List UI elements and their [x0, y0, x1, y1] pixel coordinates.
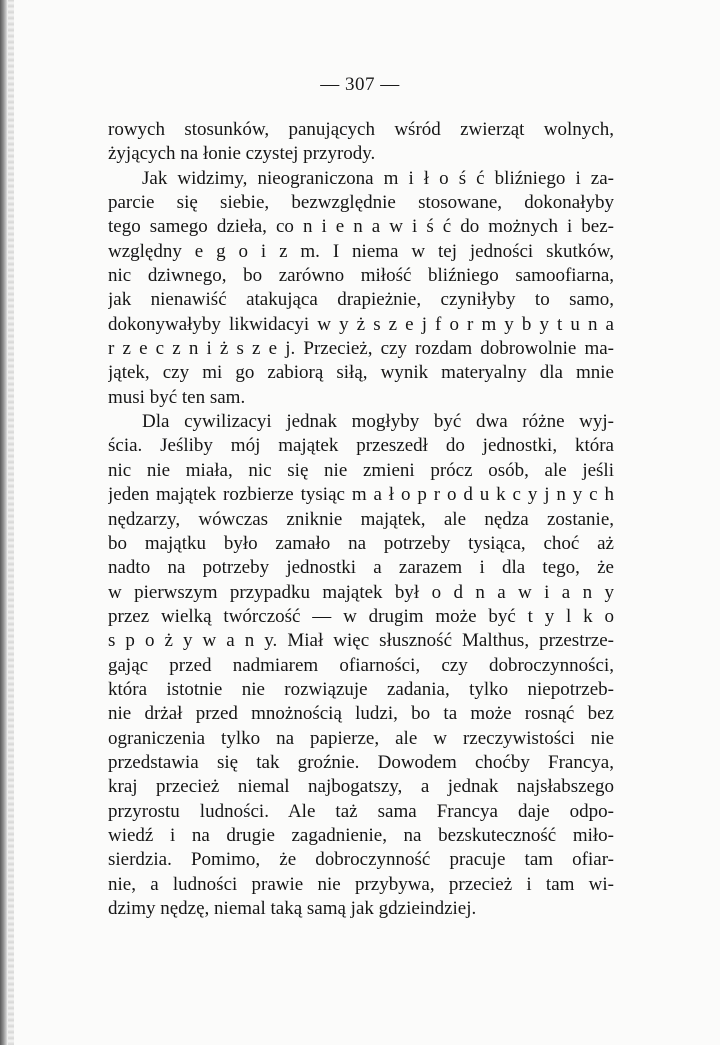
text-line: nic dziwnego, bo zarówno miłość bliźniego samoofiarna, — [108, 265, 614, 287]
text-line: ścia. Jeśliby mój majątek przeszedł do jednostki, która — [108, 435, 614, 457]
text-line: jak nienawiść atakująca drapieżnie, czyniłyby to samo, — [108, 289, 614, 311]
text-line: jeden majątek rozbierze tysiąc m a ł o p r o d u k c y j n y c h — [108, 484, 614, 506]
text-line: nie, a ludności prawie nie przybywa, przecież i tam wi- — [108, 873, 614, 895]
text-line: dzimy nędzę, niemal taką samą jak gdzieindziej. — [108, 898, 477, 919]
text-line: względny e g o i z m. I niema w tej jedności skutków, — [108, 240, 614, 262]
text-line: nadto na potrzeby jednostki a zarazem i dla tego, że — [108, 557, 614, 579]
text-line: s p o ż y w a n y. Miał więc słuszność Malthus, przestrze- — [108, 630, 614, 652]
text-line: wiedź i na drugie zagadnienie, na bezskuteczność miło- — [108, 824, 614, 846]
text-line: nie drżał przed mnożnością ludzi, bo ta może rosnąć bez — [108, 703, 614, 725]
text-line: przez wielką twórczość — w drugim może być t y l k o — [108, 605, 614, 627]
text-line: rowych stosunków, panujących wśród zwierząt wolnych, — [108, 119, 614, 140]
text-line: przyrostu ludności. Ale taż sama Francya daje odpo- — [108, 800, 614, 822]
text-line: kraj przecież niemal najbogatszy, a jednak najsłabszego — [108, 776, 614, 798]
text-line: Dla cywilizacyi jednak mogłyby być dwa różne wyj- — [142, 411, 614, 433]
text-line: dokonywałyby likwidacyi w y ż s z e j f o r m y b y t u n a — [108, 313, 614, 335]
text-line: musi być ten sam. — [108, 386, 246, 408]
page-number: — 307 — — [320, 74, 400, 95]
text-line: która istotnie nie rozwiązuje zadania, tylko niepotrzeb- — [108, 678, 614, 700]
text-line: gając przed nadmiarem ofiarności, czy dobroczynności, — [108, 654, 614, 676]
body-text — [108, 118, 614, 921]
text-line: sierdzia. Pomimo, że dobroczynność pracuje tam ofiar- — [108, 849, 614, 871]
text-line: r z e c z n i ż s z e j. Przecież, czy rozdam dobrowolnie ma- — [108, 338, 614, 360]
binding-texture — [8, 0, 14, 1045]
text-line: bo majątku było zamało na potrzeby tysiąca, choć aż — [108, 532, 614, 554]
text-line: żyjących na łonie czystej przyrody. — [108, 143, 376, 165]
text-line: parcie się siebie, bezwzględnie stosowane, dokonałyby — [108, 192, 614, 214]
text-line: jątek, czy mi go zabiorą siłą, wynik materyalny dla mnie — [108, 362, 614, 384]
text-line: tego samego dzieła, co n i e n a w i ś ć do możnych i bez- — [108, 216, 614, 238]
text-line: ograniczenia tylko na papierze, ale w rzeczywistości nie — [108, 727, 614, 749]
text-line: Jak widzimy, nieograniczona m i ł o ś ć bliźniego i za- — [142, 167, 614, 189]
text-line: nic nie miała, nic się nie zmieni prócz osób, ale jeśli — [108, 459, 614, 481]
text-line: przedstawia się tak groźnie. Dowodem choćby Francya, — [108, 751, 614, 773]
text-line: w pierwszym przypadku majątek był o d n a w i a n y — [108, 581, 614, 603]
text-line: nędzarzy, wówczas zniknie majątek, ale nędza zostanie, — [108, 508, 614, 530]
binding-shadow — [0, 0, 8, 1045]
